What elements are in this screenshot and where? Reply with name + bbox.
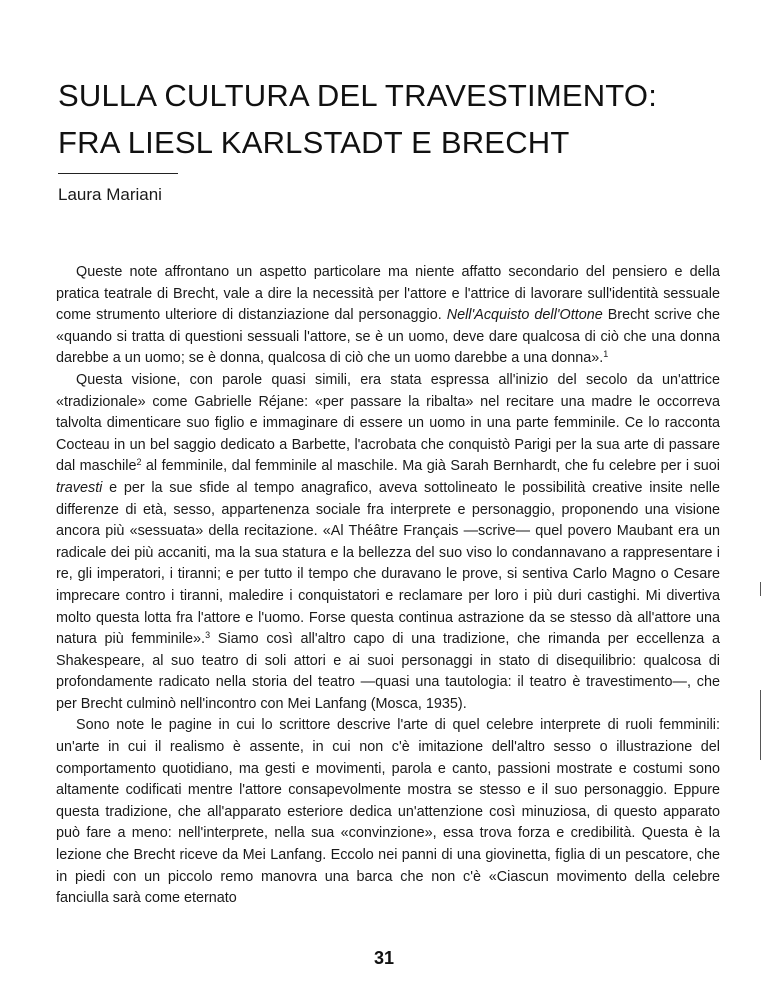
paragraph-2-text-d: Siamo così all'altro capo di una tradizione, che rimanda per eccellenza a Shakespeare, al suo teatro di soli attori e ai suoi personaggi in stato di disequilibrio: qualcosa di profondamente radicato nella storia del teatro —quasi una tautologia: il teatro è travestimento—, che per Brecht culminò nell'incontro con Mei Lanfang (Mosca, 1935). [56, 631, 720, 712]
paragraph-1-italic-title: Nell'Acquisto dell'Ottone [446, 307, 603, 324]
page-number: 31 [373, 948, 395, 968]
paragraph-3: Sono note le pagine in cui lo scrittore descrive l'arte di quel celebre interprete di ruoli femminili: un'arte in cui il realismo è assente, in cui non c'è imitazione dell'altro sesso o illustrazione del comportamento quotidiano, ma gesti e movimenti, parola e canto, passioni mostrate e costumi sono altamente codificati mentre l'attore consapevolmente mostra se stesso e il suo personaggio. Eppure questa tradizione, che all'apparato esteriore dedica un'attenzione così minuziosa, di questo apparato può fare a meno: nell'interprete, nella sua «convinzione», essa trova forza e credibilità. Questa è la lezione che Brecht riceve da Mei Lanfang. Eccolo nei panni di una giovinetta, figlia di un pescatore, che in piedi con un piccolo remo manovra una barca che non c'è «Ciascun movimento della celebre fanciulla sarà come eternato [56, 717, 720, 907]
paragraph-1-text-a: Queste note affrontano un aspetto particolare ma niente affatto secondario del pensiero e della pratica teatrale di Brecht, vale a dire la necessità per l'attore e l'attrice di lavorare sull'identità sessuale come strumento ulteriore di distanziazione dal personaggio. [56, 264, 720, 324]
scan-edge-mark [760, 690, 761, 760]
author-name: Laura Mariani [58, 185, 162, 204]
title-divider [58, 173, 178, 174]
title-line-1: SULLA CULTURA DEL TRAVESTIMENTO: [58, 78, 658, 113]
footnote-ref-3: 3 [205, 630, 211, 641]
paragraph-1 [56, 262, 720, 370]
footnote-ref-1: 1 [603, 349, 609, 360]
paragraph-1-text-b: Brecht scrive che «quando si tratta di questioni sessuali l'attore, se è un uomo, deve dare qualcosa di ciò che una donna darebbe a un uomo; se è donna, qualcosa di ciò che un uomo darebbe a una donna». [56, 307, 720, 367]
title-line-2: FRA LIESL KARLSTADT E BRECHT [58, 125, 570, 160]
scan-edge-mark [760, 582, 761, 596]
paragraph-2-text-b: al femminile, dal femminile al maschile. Ma già Sarah Bernhardt, che fu celebre per i suoi [141, 458, 720, 475]
article-title [58, 72, 738, 166]
paragraph-2-text-a: Questa visione, con parole quasi simili, era stata espressa all'inizio del secolo da un'attrice «tradizionale» come Gabrielle Réjane: «per passare la ribalta» nel recitare una madre le occorreva talvolta dimenticare suo figlio e immaginare di essere un uomo in una parte femminile. Ce lo racconta Cocteau in un bel saggio dedicato a Barbette, l'acrobata che conquistò Parigi per la sua arte di passare dal maschile [56, 371, 720, 475]
paragraph-2-text-c: e per la sue sfide al tempo anagrafico, aveva sottolineato le possibilità creative insite nelle differenze di età, sesso, appartenenza sociale fra interprete e personaggio, proponendo una visione ancora più «sessuata» della recitazione. «Al Théâtre Français —scrive— quel povero Maubant era un radicale dei più accaniti, ma la sua statura e la bellezza del suo viso lo condannavano a rappresentare i re, gli imperatori, i tiranni; e per tutto il tempo che duravano le prove, si sentiva Carlo Magno o Cesare imprecare contro i tiranni, maledire i conquistatori e reclamare per loro i più duri castighi. Mi divertiva molto questa lotta fra l'attore e l'uomo. Forse questa continua astrazione da se stesso dà all'attore una natura più femminile». [56, 479, 720, 648]
footnote-ref-2: 2 [136, 457, 142, 468]
article-body [56, 262, 720, 910]
paragraph-2 [56, 370, 720, 716]
paragraph-2-italic-word: travesti [56, 479, 103, 496]
